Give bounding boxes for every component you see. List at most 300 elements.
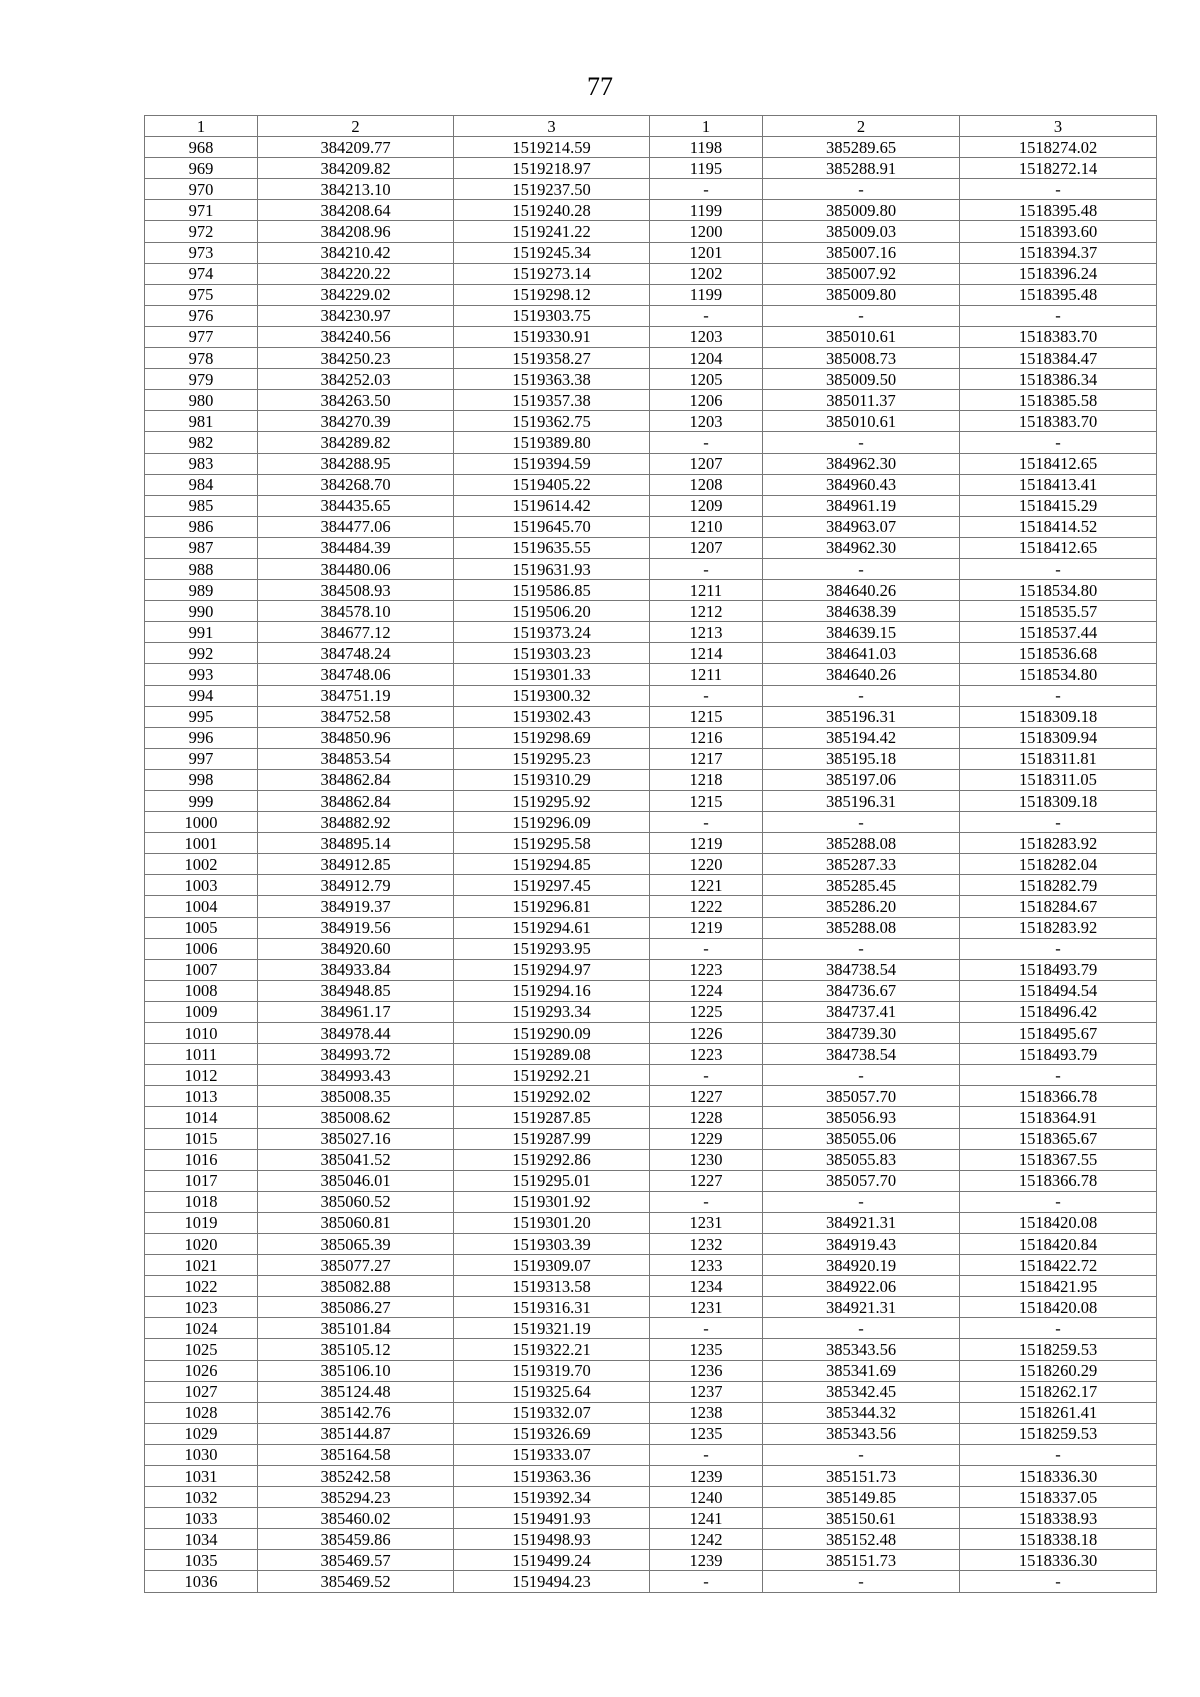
table-cell: 1239 <box>650 1550 763 1571</box>
table-cell: 1025 <box>145 1339 258 1360</box>
table-cell: - <box>960 558 1157 579</box>
table-cell: 1195 <box>650 158 763 179</box>
table-cell: 1209 <box>650 495 763 516</box>
table-cell: 988 <box>145 558 258 579</box>
table-cell: 1031 <box>145 1466 258 1487</box>
table-cell: 1518336.30 <box>960 1550 1157 1571</box>
table-cell: 1519296.81 <box>454 896 650 917</box>
table-cell: 385196.31 <box>763 791 960 812</box>
table-cell: 384435.65 <box>258 495 454 516</box>
table-row <box>145 1107 1157 1128</box>
table-row <box>145 769 1157 790</box>
table-cell: 384738.54 <box>763 1044 960 1065</box>
table-cell: 1228 <box>650 1107 763 1128</box>
table-cell: 1519319.70 <box>454 1360 650 1381</box>
table-row <box>145 1297 1157 1318</box>
table-cell: 1223 <box>650 959 763 980</box>
table-cell: - <box>650 1318 763 1339</box>
table-cell: 1007 <box>145 959 258 980</box>
table-cell: 1519293.34 <box>454 1001 650 1022</box>
table-cell: 1519357.38 <box>454 390 650 411</box>
table-cell: - <box>960 1191 1157 1212</box>
table-cell: 384263.50 <box>258 390 454 411</box>
table-cell: 1519333.07 <box>454 1444 650 1465</box>
table-cell: 1518309.18 <box>960 791 1157 812</box>
table-cell: 1030 <box>145 1444 258 1465</box>
table-cell: - <box>650 305 763 326</box>
table-cell: 1216 <box>650 727 763 748</box>
table-cell: 1035 <box>145 1550 258 1571</box>
table-row <box>145 685 1157 706</box>
table-cell: 1519287.85 <box>454 1107 650 1128</box>
table-cell: 1518396.24 <box>960 263 1157 284</box>
table-cell: 1519363.36 <box>454 1466 650 1487</box>
table-cell: 1518259.53 <box>960 1339 1157 1360</box>
table-cell: 384922.06 <box>763 1276 960 1297</box>
table-cell: 1518535.57 <box>960 601 1157 622</box>
table-cell: 1022 <box>145 1276 258 1297</box>
table-cell: 384862.84 <box>258 791 454 812</box>
table-cell: 385007.92 <box>763 263 960 284</box>
table-row <box>145 263 1157 284</box>
table-cell: 1023 <box>145 1297 258 1318</box>
table-cell: 1518420.84 <box>960 1233 1157 1254</box>
table-cell: 1242 <box>650 1529 763 1550</box>
table-row <box>145 179 1157 200</box>
table-cell: 1519303.39 <box>454 1233 650 1254</box>
table-cell: 1199 <box>650 200 763 221</box>
table-row <box>145 516 1157 537</box>
table-cell: 385106.10 <box>258 1360 454 1381</box>
table-cell: 384961.19 <box>763 495 960 516</box>
header-cell: 1 <box>145 116 258 137</box>
table-cell: 385242.58 <box>258 1466 454 1487</box>
table-cell: 1518384.47 <box>960 348 1157 369</box>
table-cell: 1519506.20 <box>454 601 650 622</box>
table-cell: 1013 <box>145 1086 258 1107</box>
table-cell: 385009.80 <box>763 200 960 221</box>
table-cell: 1518283.92 <box>960 917 1157 938</box>
table-cell: 384736.67 <box>763 980 960 1001</box>
table-cell: 1519309.07 <box>454 1255 650 1276</box>
table-cell: 384850.96 <box>258 727 454 748</box>
table-cell: - <box>763 938 960 959</box>
table-row <box>145 938 1157 959</box>
table-cell: 991 <box>145 622 258 643</box>
table-cell: 1518366.78 <box>960 1170 1157 1191</box>
table-cell: 973 <box>145 242 258 263</box>
table-cell: 978 <box>145 348 258 369</box>
table-cell: 385065.39 <box>258 1233 454 1254</box>
table-cell: 1518413.41 <box>960 474 1157 495</box>
table-cell: 1518272.14 <box>960 158 1157 179</box>
table-cell: 1200 <box>650 221 763 242</box>
table-cell: 1518386.34 <box>960 369 1157 390</box>
table-cell: 1519293.95 <box>454 938 650 959</box>
table-cell: 969 <box>145 158 258 179</box>
table-cell: - <box>650 685 763 706</box>
table-cell: 1218 <box>650 769 763 790</box>
table-cell: 1518394.37 <box>960 242 1157 263</box>
table-cell: 1219 <box>650 917 763 938</box>
table-cell: 1519287.99 <box>454 1128 650 1149</box>
table-cell: 384882.92 <box>258 812 454 833</box>
table-cell: 1003 <box>145 875 258 896</box>
table-cell: 385082.88 <box>258 1276 454 1297</box>
table-cell: 1012 <box>145 1065 258 1086</box>
table-cell: 1518393.60 <box>960 221 1157 242</box>
table-cell: 384963.07 <box>763 516 960 537</box>
table-cell: 1015 <box>145 1128 258 1149</box>
table-cell: - <box>960 432 1157 453</box>
table-cell: 385151.73 <box>763 1550 960 1571</box>
table-row <box>145 601 1157 622</box>
table-cell: 1518311.81 <box>960 748 1157 769</box>
table-cell: 385344.32 <box>763 1402 960 1423</box>
table-cell: - <box>960 1444 1157 1465</box>
table-cell: 1235 <box>650 1339 763 1360</box>
table-cell: 384677.12 <box>258 622 454 643</box>
table-cell: 385287.33 <box>763 854 960 875</box>
table-cell: 1027 <box>145 1381 258 1402</box>
header-cell: 2 <box>258 116 454 137</box>
table-row <box>145 537 1157 558</box>
table-cell: 385008.62 <box>258 1107 454 1128</box>
table-cell: 385008.73 <box>763 348 960 369</box>
table-cell: 1215 <box>650 791 763 812</box>
table-cell: 1236 <box>650 1360 763 1381</box>
table-cell: 1519292.86 <box>454 1149 650 1170</box>
table-cell: 384230.97 <box>258 305 454 326</box>
table-cell: 1011 <box>145 1044 258 1065</box>
table-cell: - <box>763 1318 960 1339</box>
table-cell: 1016 <box>145 1149 258 1170</box>
table-row <box>145 622 1157 643</box>
table-row <box>145 453 1157 474</box>
table-cell: 1026 <box>145 1360 258 1381</box>
table-cell: 1519325.64 <box>454 1381 650 1402</box>
table-cell: 1519301.92 <box>454 1191 650 1212</box>
table-cell: - <box>763 1065 960 1086</box>
table-row <box>145 1529 1157 1550</box>
table-cell: 1518260.29 <box>960 1360 1157 1381</box>
table-cell: 1518283.92 <box>960 833 1157 854</box>
table-cell: 1519290.09 <box>454 1023 650 1044</box>
table-cell: 1232 <box>650 1233 763 1254</box>
table-cell: 385460.02 <box>258 1508 454 1529</box>
table-cell: - <box>650 1191 763 1212</box>
table-cell: 1198 <box>650 137 763 158</box>
table-cell: 384895.14 <box>258 833 454 854</box>
table-cell: 1519302.43 <box>454 706 650 727</box>
table-cell: 1519298.69 <box>454 727 650 748</box>
table-cell: 1029 <box>145 1423 258 1444</box>
table-cell: 1519273.14 <box>454 263 650 284</box>
table-cell: 1009 <box>145 1001 258 1022</box>
table-row <box>145 558 1157 579</box>
table-cell: 1519298.12 <box>454 284 650 305</box>
table-cell: 384738.54 <box>763 959 960 980</box>
table-cell: - <box>650 432 763 453</box>
table-cell: 384639.15 <box>763 622 960 643</box>
table-cell: 1229 <box>650 1128 763 1149</box>
table-cell: 1224 <box>650 980 763 1001</box>
table-cell: 1226 <box>650 1023 763 1044</box>
table-cell: 385150.61 <box>763 1508 960 1529</box>
table-cell: 385285.45 <box>763 875 960 896</box>
table-cell: 1519289.08 <box>454 1044 650 1065</box>
table-cell: 385011.37 <box>763 390 960 411</box>
table-row <box>145 727 1157 748</box>
table-row <box>145 1318 1157 1339</box>
table-cell: 1518364.91 <box>960 1107 1157 1128</box>
table-cell: 1010 <box>145 1023 258 1044</box>
table-cell: 384240.56 <box>258 326 454 347</box>
table-cell: 1004 <box>145 896 258 917</box>
table-cell: 1519326.69 <box>454 1423 650 1444</box>
table-cell: 385341.69 <box>763 1360 960 1381</box>
table-cell: 1518383.70 <box>960 411 1157 432</box>
table-cell: - <box>960 812 1157 833</box>
table-cell: 385057.70 <box>763 1170 960 1191</box>
table-cell: 1519321.19 <box>454 1318 650 1339</box>
table-cell: 1222 <box>650 896 763 917</box>
table-cell: 384210.42 <box>258 242 454 263</box>
table-body <box>145 137 1157 1592</box>
table-cell: 1519614.42 <box>454 495 650 516</box>
table-cell: 1518385.58 <box>960 390 1157 411</box>
table-cell: 1519362.75 <box>454 411 650 432</box>
table-row <box>145 1255 1157 1276</box>
table-cell: 1518284.67 <box>960 896 1157 917</box>
table-cell: 1519363.38 <box>454 369 650 390</box>
table-cell: 384484.39 <box>258 537 454 558</box>
table-cell: 1240 <box>650 1487 763 1508</box>
table-cell: 384751.19 <box>258 685 454 706</box>
table-cell: 1519394.59 <box>454 453 650 474</box>
table-cell: 1220 <box>650 854 763 875</box>
table-cell: 1519310.29 <box>454 769 650 790</box>
table-cell: 385149.85 <box>763 1487 960 1508</box>
table-cell: 1005 <box>145 917 258 938</box>
table-cell: 1519498.93 <box>454 1529 650 1550</box>
table-cell: 384862.84 <box>258 769 454 790</box>
table-cell: 385010.61 <box>763 411 960 432</box>
table-cell: 1008 <box>145 980 258 1001</box>
table-cell: 1204 <box>650 348 763 369</box>
table-cell: 385288.08 <box>763 833 960 854</box>
table-cell: 1518383.70 <box>960 326 1157 347</box>
table-cell: 1519330.91 <box>454 326 650 347</box>
table-cell: 1024 <box>145 1318 258 1339</box>
table-cell: 1519240.28 <box>454 200 650 221</box>
table-row <box>145 1001 1157 1022</box>
table-cell: 384229.02 <box>258 284 454 305</box>
table-cell: 1518534.80 <box>960 664 1157 685</box>
table-row <box>145 1487 1157 1508</box>
table-row <box>145 1023 1157 1044</box>
table-cell: 384919.43 <box>763 1233 960 1254</box>
table-cell: 990 <box>145 601 258 622</box>
table-cell: 385343.56 <box>763 1423 960 1444</box>
table-row <box>145 1191 1157 1212</box>
table-cell: 1518493.79 <box>960 959 1157 980</box>
table-cell: - <box>650 938 763 959</box>
table-cell: - <box>763 558 960 579</box>
table-cell: 1001 <box>145 833 258 854</box>
table-row <box>145 326 1157 347</box>
table-cell: 1518536.68 <box>960 643 1157 664</box>
table-cell: 385342.45 <box>763 1381 960 1402</box>
table-cell: 1020 <box>145 1233 258 1254</box>
table-cell: 385046.01 <box>258 1170 454 1191</box>
table-cell: 384737.41 <box>763 1001 960 1022</box>
table-cell: 1519389.80 <box>454 432 650 453</box>
table-cell: 384477.06 <box>258 516 454 537</box>
table-cell: 384289.82 <box>258 432 454 453</box>
table-cell: 993 <box>145 664 258 685</box>
coordinates-table <box>144 115 1157 1593</box>
table-cell: 1019 <box>145 1212 258 1233</box>
table-cell: - <box>650 179 763 200</box>
table-cell: 385124.48 <box>258 1381 454 1402</box>
table-cell: 384480.06 <box>258 558 454 579</box>
table-cell: 1518367.55 <box>960 1149 1157 1170</box>
table-row <box>145 1423 1157 1444</box>
table-row <box>145 369 1157 390</box>
table-cell: 385056.93 <box>763 1107 960 1128</box>
table-cell: 1519296.09 <box>454 812 650 833</box>
table-cell: 384748.24 <box>258 643 454 664</box>
table-cell: 384270.39 <box>258 411 454 432</box>
table-cell: 385009.50 <box>763 369 960 390</box>
table-cell: - <box>763 305 960 326</box>
table-row <box>145 432 1157 453</box>
table-cell: 384209.77 <box>258 137 454 158</box>
table-cell: 1518496.42 <box>960 1001 1157 1022</box>
table-cell: 981 <box>145 411 258 432</box>
table-cell: 1518338.18 <box>960 1529 1157 1550</box>
table-cell: 384921.31 <box>763 1212 960 1233</box>
table-cell: 384962.30 <box>763 537 960 558</box>
table-cell: 385469.57 <box>258 1550 454 1571</box>
table-cell: 1021 <box>145 1255 258 1276</box>
table-row <box>145 980 1157 1001</box>
table-cell: 1017 <box>145 1170 258 1191</box>
table-cell: 384220.22 <box>258 263 454 284</box>
table-cell: 384508.93 <box>258 580 454 601</box>
table-cell: 1519645.70 <box>454 516 650 537</box>
table-cell: 1519313.58 <box>454 1276 650 1297</box>
table-cell: 1225 <box>650 1001 763 1022</box>
table-cell: - <box>763 685 960 706</box>
table-cell: 385152.48 <box>763 1529 960 1550</box>
table-cell: 1227 <box>650 1086 763 1107</box>
table-cell: 1032 <box>145 1487 258 1508</box>
table-cell: 1519373.24 <box>454 622 650 643</box>
table-cell: 979 <box>145 369 258 390</box>
table-cell: 1519295.01 <box>454 1170 650 1191</box>
table-cell: 1519214.59 <box>454 137 650 158</box>
table-cell: 992 <box>145 643 258 664</box>
table-cell: 985 <box>145 495 258 516</box>
table-cell: - <box>763 1444 960 1465</box>
table-cell: 1519294.61 <box>454 917 650 938</box>
table-cell: 1241 <box>650 1508 763 1529</box>
table-cell: 385027.16 <box>258 1128 454 1149</box>
table-cell: 1202 <box>650 263 763 284</box>
table-cell: 384638.39 <box>763 601 960 622</box>
table-row <box>145 1571 1157 1592</box>
table-cell: 385060.52 <box>258 1191 454 1212</box>
table-cell: 1518420.08 <box>960 1297 1157 1318</box>
table-cell: 997 <box>145 748 258 769</box>
table-cell: 1519303.23 <box>454 643 650 664</box>
table-row <box>145 959 1157 980</box>
table-cell: 977 <box>145 326 258 347</box>
table-cell: - <box>650 812 763 833</box>
table-cell: 1006 <box>145 938 258 959</box>
table-row <box>145 664 1157 685</box>
table-cell: - <box>960 1318 1157 1339</box>
table-cell: 384250.23 <box>258 348 454 369</box>
table-cell: 385010.61 <box>763 326 960 347</box>
table-cell: 1518365.67 <box>960 1128 1157 1149</box>
header-cell: 3 <box>960 116 1157 137</box>
table-row <box>145 854 1157 875</box>
table-cell: 1205 <box>650 369 763 390</box>
table-cell: 1518412.65 <box>960 537 1157 558</box>
table-row <box>145 580 1157 601</box>
table-cell: 968 <box>145 137 258 158</box>
table-cell: 385164.58 <box>258 1444 454 1465</box>
table-cell: 1519491.93 <box>454 1508 650 1529</box>
table-cell: 1519631.93 <box>454 558 650 579</box>
table-cell: 1519297.45 <box>454 875 650 896</box>
table-row <box>145 242 1157 263</box>
table-cell: - <box>650 1065 763 1086</box>
table-cell: 1518534.80 <box>960 580 1157 601</box>
table-cell: 976 <box>145 305 258 326</box>
table-cell: 1033 <box>145 1508 258 1529</box>
table-cell: 385288.08 <box>763 917 960 938</box>
table-cell: 998 <box>145 769 258 790</box>
table-cell: 385009.80 <box>763 284 960 305</box>
table-cell: 1518422.72 <box>960 1255 1157 1276</box>
table-cell: 989 <box>145 580 258 601</box>
table-cell: 1518282.04 <box>960 854 1157 875</box>
table-cell: 384208.96 <box>258 221 454 242</box>
table-cell: 1519635.55 <box>454 537 650 558</box>
table-cell: 385469.52 <box>258 1571 454 1592</box>
table-cell: 995 <box>145 706 258 727</box>
table-cell: 385151.73 <box>763 1466 960 1487</box>
table-cell: 1212 <box>650 601 763 622</box>
table-cell: 1014 <box>145 1107 258 1128</box>
table-cell: 384962.30 <box>763 453 960 474</box>
table-cell: - <box>960 685 1157 706</box>
table-cell: 1519405.22 <box>454 474 650 495</box>
table-cell: 385101.84 <box>258 1318 454 1339</box>
table-cell: 384752.58 <box>258 706 454 727</box>
page-number: 77 <box>587 72 613 101</box>
table-row <box>145 221 1157 242</box>
table-row <box>145 200 1157 221</box>
table-cell: 1210 <box>650 516 763 537</box>
table-cell: 975 <box>145 284 258 305</box>
table-cell: 384993.72 <box>258 1044 454 1065</box>
table-cell: 1519316.31 <box>454 1297 650 1318</box>
